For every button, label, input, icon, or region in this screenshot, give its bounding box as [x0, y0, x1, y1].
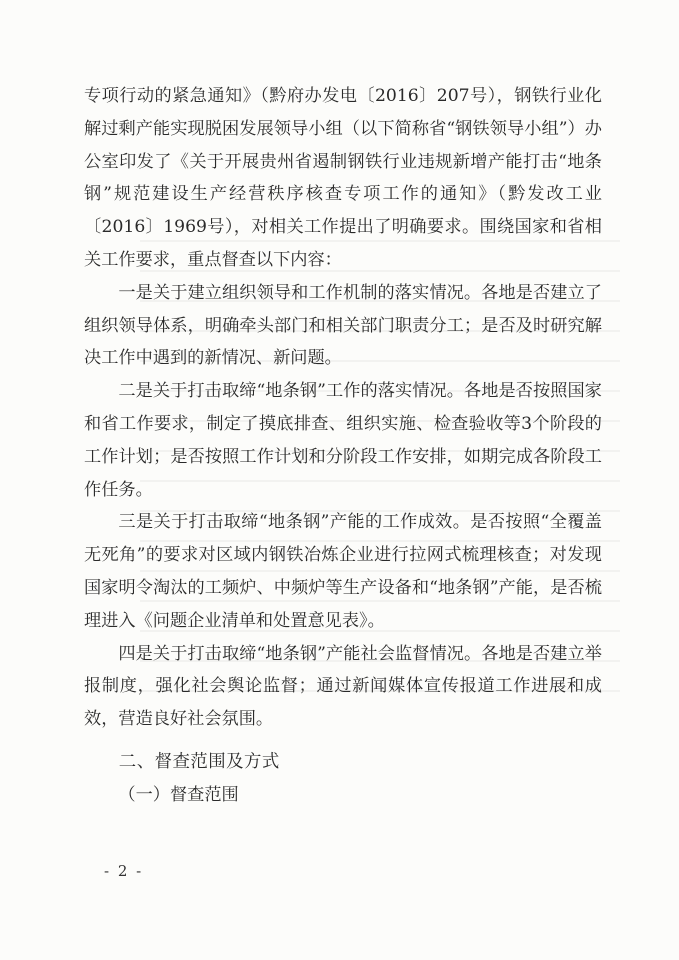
section-heading: 二、督查范围及方式 — [118, 751, 280, 772]
paragraph-point-three: 三是关于打击取缔“地条钢”产能的工作成效。是否按照“全覆盖无死角”的要求对区域内钢铁冶炼企业进行拉网式梳理核查；对发现国家明令淘汰的工频炉、中频炉等生产设备和“地条钢”产能，是否梳理进入《问题企业清单和处置意见表》。 — [84, 512, 602, 631]
paragraph-point-four: 四是关于打击取缔“地条钢”产能社会监督情况。各地是否建立举报制度，强化社会舆论监督；通过新闻媒体宣传报道工作进展和成效，营造良好社会氛围。 — [84, 643, 602, 730]
subsection-heading: （一）督查范围 — [118, 784, 239, 805]
paragraph-intro-continuation: 专项行动的紧急通知》（黔府办发电〔2016〕207号），钢铁行业化解过剩产能实现脱困发展领导小组（以下简称省“钢铁领导小组”）办公室印发了《关于开展贵州省遏制钢铁行业违规新增产能打击“地条钢”规范建设生产经营秩序核查专项工作的通知》（黔发改工业〔2016〕1969号），对相关工作提出了明确要求。围绕国家和省相关工作要求，重点督查以下内容： — [84, 86, 602, 270]
page-number: - 2 - — [104, 862, 144, 880]
paragraph-point-one: 一是关于建立组织领导和工作机制的落实情况。各地是否建立了组织领导体系，明确牵头部门和相关部门职责分工；是否及时研究解决工作中遇到的新情况、新问题。 — [84, 282, 602, 369]
paragraph-point-two: 二是关于打击取缔“地条钢”工作的落实情况。各地是否按照国家和省工作要求，制定了摸底排查、组织实施、检查验收等3个阶段的工作计划；是否按照工作计划和分阶段工作安排，如期完成各阶段工作任务。 — [84, 381, 602, 500]
document-body — [84, 80, 602, 812]
